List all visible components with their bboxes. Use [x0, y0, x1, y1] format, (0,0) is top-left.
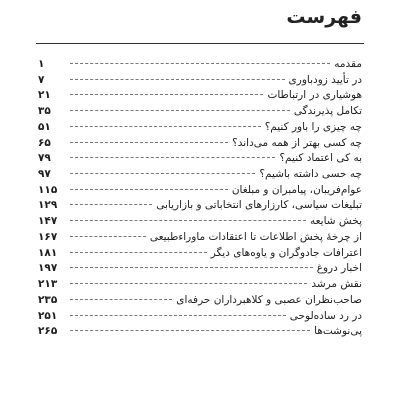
- toc-entry-page: ۶۵: [38, 136, 51, 149]
- dot-leader: [70, 157, 275, 158]
- toc-entry-label: هوشیاری در ارتباطات: [267, 89, 362, 102]
- toc-entry-page: ۱۲۹: [38, 199, 58, 212]
- dot-leader: [70, 94, 263, 95]
- dot-leader: [70, 283, 307, 284]
- title-rule: [36, 43, 364, 44]
- toc-entry[interactable]: [38, 214, 362, 230]
- dot-leader: [70, 189, 228, 190]
- toc-entry-label: پی‌نوشت‌ها: [314, 325, 362, 338]
- page-title: فهرست: [286, 6, 362, 28]
- toc-entry[interactable]: [38, 230, 362, 246]
- dot-leader: [70, 315, 286, 316]
- toc-entry-label: تبلیغات سیاسی، کارزارهای انتخاباتی و بازاریابی: [156, 199, 362, 212]
- toc-list: [38, 57, 362, 340]
- dot-leader: [70, 220, 306, 221]
- toc-entry[interactable]: [38, 57, 362, 73]
- toc-entry-page: ۷۹: [38, 152, 51, 165]
- toc-entry-label: در رد ساده‌لوحی: [289, 309, 362, 322]
- toc-entry[interactable]: [38, 183, 362, 199]
- dot-leader: [70, 204, 152, 205]
- toc-entry-page: ۲۳۵: [38, 293, 58, 306]
- dot-leader: [70, 79, 285, 80]
- toc-entry-page: ۲۶۵: [38, 325, 58, 338]
- toc-entry-label: اعترافات جادوگران و یاوه‌های دیگر: [210, 246, 362, 259]
- toc-entry-page: ۲۵۱: [38, 309, 58, 322]
- toc-entry-page: ۳۵: [38, 105, 51, 118]
- dot-leader: [70, 63, 330, 64]
- toc-entry-label: مقدمه: [334, 58, 362, 70]
- toc-entry-label: پخش شایعه: [309, 215, 362, 228]
- dot-leader: [70, 299, 172, 300]
- toc-entry-page: ۱۴۷: [38, 215, 58, 228]
- toc-entry-label: صاحب‌نظران عصبی و کلاهبرداران حرفه‌ای: [176, 293, 362, 306]
- dot-leader: [70, 142, 228, 143]
- toc-entry-label: چه حسی داشته باشیم؟: [259, 168, 362, 181]
- toc-entry[interactable]: [38, 198, 362, 214]
- toc-entry-page: ۱۸۱: [38, 246, 58, 259]
- dot-leader: [70, 126, 261, 127]
- toc-entry[interactable]: [38, 88, 362, 104]
- toc-entry-label: در تأیید زودباوری: [288, 73, 362, 86]
- toc-entry-page: ۱: [38, 58, 45, 70]
- toc-entry-label: اخبار دروغ: [316, 262, 362, 275]
- dot-leader: [70, 173, 255, 174]
- toc-entry-page: ۱۱۵: [38, 183, 58, 196]
- dot-leader: [70, 330, 310, 331]
- toc-entry[interactable]: [38, 167, 362, 183]
- toc-entry[interactable]: [38, 261, 362, 277]
- toc-entry-page: ۲۱: [38, 89, 51, 102]
- toc-entry-label: چه کسی بهتر از همه می‌داند؟: [232, 136, 362, 149]
- toc-entry[interactable]: [38, 309, 362, 325]
- toc-entry-page: ۱۶۷: [38, 230, 58, 243]
- toc-entry-label: چه چیزی را باور کنیم؟: [264, 120, 362, 133]
- dot-leader: [70, 236, 146, 237]
- toc-entry[interactable]: [38, 151, 362, 167]
- toc-entry-label: عوام‌فریبان، پیامبران و مبلغان: [231, 183, 362, 196]
- dot-leader: [70, 110, 290, 111]
- toc-entry-label: تکامل پذیرندگی: [293, 105, 362, 118]
- toc-entry[interactable]: [38, 324, 362, 340]
- toc-entry[interactable]: [38, 120, 362, 136]
- toc-entry[interactable]: [38, 136, 362, 152]
- toc-entry-label: به کی اعتماد کنیم؟: [279, 152, 362, 165]
- toc-entry-page: ۵۱: [38, 120, 51, 133]
- toc-entry-page: ۲۱۳: [38, 278, 58, 291]
- toc-entry[interactable]: [38, 293, 362, 309]
- toc-entry-label: نقش مرشد: [311, 278, 362, 291]
- toc-entry-page: ۹۷: [38, 168, 51, 181]
- toc-entry[interactable]: [38, 277, 362, 293]
- toc-entry[interactable]: [38, 246, 362, 262]
- toc-entry[interactable]: [38, 73, 362, 89]
- dot-leader: [70, 252, 207, 253]
- toc-entry-page: ۷: [38, 73, 45, 86]
- toc-entry-page: ۱۹۷: [38, 262, 58, 275]
- toc-entry-label: از چرخهٔ پخش اطلاعات تا اعتقادات ماوراءطبیعی: [149, 230, 362, 243]
- toc-entry[interactable]: [38, 104, 362, 120]
- dot-leader: [70, 267, 313, 268]
